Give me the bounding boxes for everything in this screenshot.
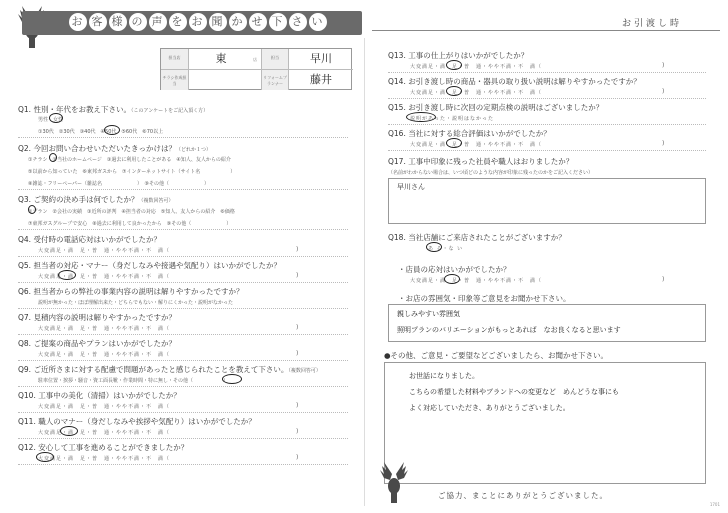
q3-title: Q3. ご契約の決め手は何でしたか？（複数回答可） [18, 195, 174, 204]
answer-circle [426, 242, 442, 252]
bracket: ) [296, 350, 299, 357]
staff-row-2 [161, 70, 353, 91]
q7-rating: 大変満足・満 足・普 通・やや不満・不 満（ [38, 326, 171, 332]
q3-options-2: ⑦東邦ガスグループで安心 ⑧過去に利用して良かったから ⑨その他（ ） [28, 221, 232, 227]
other-answer-line-2: こちらの希望した材料やブランドへの変更など めんどうな事にも [409, 388, 619, 396]
header-rule [372, 30, 720, 31]
answer-circle [104, 125, 120, 135]
q16-rating: 大変満足・満 足・普 通・やや不満・不 満（ [410, 142, 543, 148]
staff-label: 担当 [261, 49, 289, 69]
q4-rating: 大変満足・満 足・普 通・やや不満・不 満（ [38, 248, 171, 254]
separator [18, 137, 348, 138]
q1-ages: ①30代 ②30代 ③40代 ④50代 ⑤60代 ⑥70以上 [38, 129, 164, 135]
page-number: 1701 [709, 502, 720, 507]
answer-circle [446, 60, 462, 70]
q13-rating: 大変満足・満 足・普 通・やや不満・不 満（ [410, 64, 543, 70]
bracket: ) [296, 272, 299, 279]
thanks-message: ご協力、まことにありがとうございました。 [438, 491, 608, 500]
q18-display-question: ・お店の雰囲気・印象等ご意見をお聞かせ下さい。 [398, 294, 571, 303]
q16-title: Q16. 当社に対する総合評価はいかがでしたか？ [388, 129, 551, 138]
q11-title: Q11. 職人のマナー（身だしなみや挨拶や気配り）はいかがでしたか？ [18, 417, 256, 426]
separator [18, 360, 348, 361]
q14-title: Q14. お引き渡し時の商品・器具の取り扱い説明は解りやすかったですか？ [388, 77, 641, 86]
q18-options: あ る・な い [428, 246, 464, 252]
q8-title: Q8. ご提案の商品やプランはいかがでしたか？ [18, 339, 176, 348]
answer-circle [446, 86, 462, 96]
q18-answer-line-1: 親しみやすい雰囲気 [397, 310, 460, 318]
q12-rating: 大変満足・満 足・普 通・やや不満・不 満（ [38, 456, 171, 462]
q18-store-rating: 大変満足・満 足・普 通・やや不満・不 満（ [410, 278, 543, 284]
q12-title: Q12. 安心して工事を進めることができましたか？ [18, 443, 189, 452]
bracket: ) [296, 454, 299, 461]
separator [388, 72, 706, 73]
q9-options: 駐車位置・挨拶・騒音・資工面長靴・作業時間・特に無し・その他（ ） [38, 378, 229, 384]
bracket: ) [296, 402, 299, 409]
q4-title: Q4. 受付時の電話応対はいかがでしたか？ [18, 235, 161, 244]
q2-options-2: ⑤以前から知っていた ⑥東邦ガスから ⑦インターネットサイト（サイト名 ） [28, 169, 236, 175]
answer-circle [444, 274, 460, 284]
separator [18, 334, 348, 335]
q8-rating: 大変満足・満 足・普 通・やや不満・不 満（ [38, 352, 171, 358]
q11-rating: 大変満足・満 足・普 通・やや不満・不 満（ [38, 430, 171, 436]
q1-gender: 男性 女性 [38, 117, 64, 123]
q5-title: Q5. 担当者の対応・マナー（身だしなみや接遇や気配り）はいかがでしたか？ [18, 261, 281, 270]
staff-row-1 [161, 49, 353, 70]
branch-label: 担当店 [161, 49, 189, 69]
delivery-label: お引渡し時 [621, 19, 682, 29]
bracket: ) [296, 246, 299, 253]
staff-value: 早川 [310, 52, 332, 65]
deer-logo-icon [374, 460, 414, 504]
q17-answer: 早川さん [397, 183, 425, 191]
answer-circle [446, 138, 462, 148]
branch-value: 東 [215, 52, 227, 65]
q9-title: Q9. ご近所さまに対する配慮で問題があったと感じられたことを教えて下さい。（複数回答可） [18, 365, 321, 374]
answer-circle [60, 426, 78, 436]
bracket: ) [296, 428, 299, 435]
other-answer-line-1: お世話になりました。 [409, 372, 479, 380]
other-answer-line-3: よく対応していただき、ありがとうございました。 [409, 404, 570, 412]
q14-rating: 大変満足・満 足・普 通・やや不満・不 満（ [410, 90, 543, 96]
branch-unit: 店 [253, 57, 257, 62]
separator [18, 282, 348, 283]
answer-circle [58, 270, 76, 280]
bracket: ) [662, 88, 665, 95]
separator [18, 412, 348, 413]
separator [388, 150, 706, 151]
bracket: ) [662, 62, 665, 69]
separator [18, 229, 348, 230]
other-comments-box [384, 362, 706, 484]
separator [388, 124, 706, 125]
q3-options-1: ①プラン ②会社の実績 ③近所の評判 ④担当者の対応 ⑤知人、友人からの紹介 ⑥価格 [28, 209, 235, 215]
answer-circle [36, 452, 54, 462]
bracket: ) [662, 276, 665, 283]
q6-options: 説明が無かった・ほぼ理解出来た・どちらでもない・解りにくかった・説明がなかった [38, 300, 233, 306]
q17-answer-box [388, 178, 706, 224]
q18-answer-box [388, 304, 706, 342]
q7-title: Q7. 見積内容の説明は解りやすかったですか？ [18, 313, 176, 322]
bracket: ) [662, 140, 665, 147]
separator [388, 98, 706, 99]
planner-value: 藤井 [310, 73, 332, 86]
bracket: ) [296, 324, 299, 331]
page-divider [364, 38, 365, 506]
answer-circle [222, 374, 242, 384]
staff-box [160, 48, 352, 90]
separator [18, 308, 348, 309]
answer-circle [406, 112, 436, 122]
q6-title: Q6. 担当者からの弊社の事業内容の説明は解りやすかったですか？ [18, 287, 244, 296]
q18-answer-line-2: 照明プランのバリエーションがもっとあれば なお良くなると思います [397, 326, 621, 334]
separator [18, 256, 348, 257]
q17-note: （名前がわからない場合は、いつ頃どのような内容が印象に残ったのかをご記入ください） [388, 170, 594, 176]
q2-options-1: ①チラシ ②当社のホームページ ③過去に利用したことがある ④知人、友人からの紹介 [28, 157, 231, 163]
q18-store-question: ・店員の応対はいかがでしたか？ [398, 265, 511, 274]
planner-label: リフォームプランナー [261, 70, 289, 90]
flyer-label: チラシ作成担当 [161, 70, 189, 90]
separator [18, 386, 348, 387]
answer-circle [49, 113, 63, 123]
q15-title: Q15. お引き渡し時に次回の定期点検の説明はございましたか？ [388, 103, 604, 112]
q18-title: Q18. 当社店舗にご来店されたことがございますか？ [388, 233, 566, 242]
q2-options-3: ⑧雑誌・フリーペーパー（雑誌名 ） ⑨その他（ ） [28, 181, 210, 187]
q1-title: Q1. 性別・年代をお教え下さい。（このアンケートをご記入頂く方） [18, 105, 209, 114]
q5-rating: 大変満足・満 足・普 通・やや不満・不 満（ [38, 274, 171, 280]
q13-title: Q13. 工事の仕上がりはいかがでしたか？ [388, 51, 529, 60]
header-title: お 客 様 の 声 を お 聞 か せ 下 さ い [68, 13, 328, 31]
answer-circle [28, 205, 36, 214]
separator [18, 189, 348, 190]
answer-circle [49, 153, 57, 162]
other-comments-title: ●その他、ご意見・ご要望などございましたら、お聞かせ下さい。 [384, 351, 609, 360]
q15-options: 説明があった・説明はなかった [410, 116, 494, 122]
q10-title: Q10. 工事中の美化（清掃）はいかがでしたか？ [18, 391, 181, 400]
q2-title: Q2. 今回お問い合わせいただいたきっかけは？（どれか１つ） [18, 144, 211, 153]
separator [18, 464, 348, 465]
q17-title: Q17. 工事中印象に残った社員や職人はおりましたか？ [388, 157, 574, 166]
separator [18, 438, 348, 439]
q10-rating: 大変満足・満 足・普 通・やや不満・不 満（ [38, 404, 171, 410]
